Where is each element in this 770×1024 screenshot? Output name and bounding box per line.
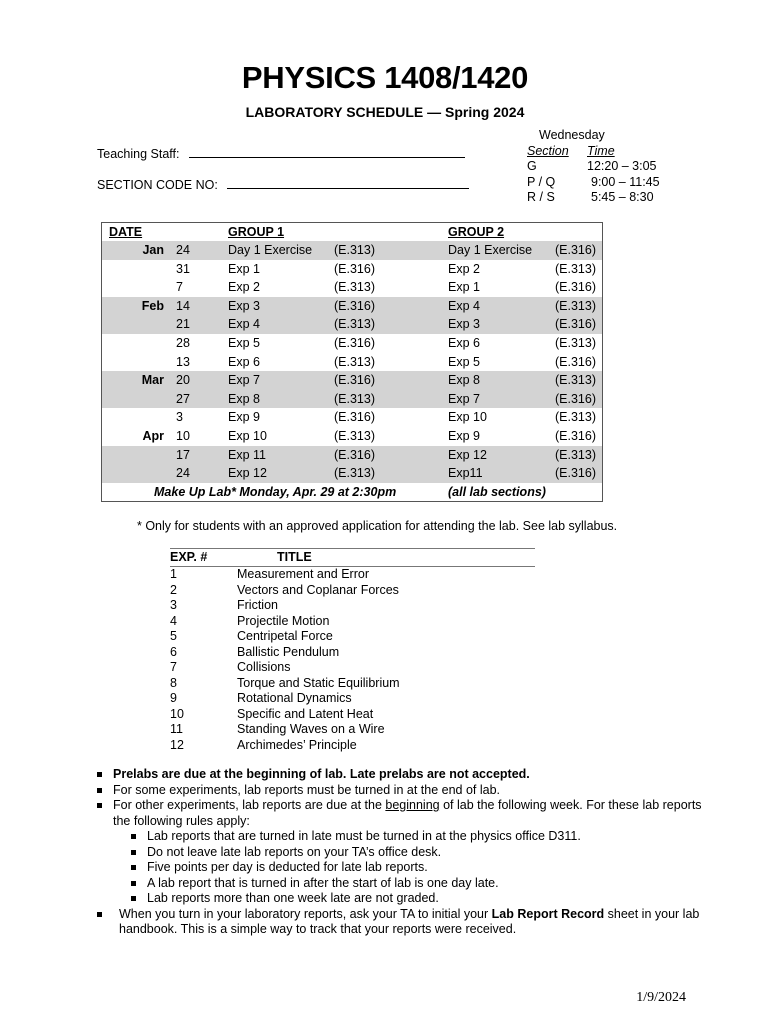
group1-room: (E.316)	[334, 373, 375, 388]
schedule-row	[102, 278, 602, 297]
experiment-title: Rotational Dynamics	[237, 691, 352, 705]
times-day: Wednesday	[539, 128, 605, 142]
experiment-title: Measurement and Error	[237, 567, 370, 581]
page-title: PHYSICS 1408/1420	[241, 60, 529, 95]
group2-experiment: Exp 7	[448, 391, 480, 406]
times-row	[527, 190, 671, 206]
experiment-number: 3	[170, 598, 177, 612]
group2-experiment: Exp 2	[448, 261, 480, 276]
group2-experiment: Exp 12	[448, 447, 487, 462]
group2-header: GROUP 2	[448, 225, 505, 239]
schedule-month: Mar	[141, 373, 164, 388]
schedule-row	[102, 315, 602, 334]
rule-prelab: Prelabs are due at the beginning of lab. Late prelabs are not accepted.	[97, 767, 707, 783]
times-section: P / Q	[527, 174, 556, 189]
schedule-row	[102, 297, 602, 316]
group1-experiment: Exp 6	[228, 354, 260, 369]
experiment-row	[170, 583, 535, 599]
group1-experiment: Exp 12	[228, 466, 267, 481]
group2-experiment: Exp 8	[448, 373, 480, 388]
rule-end-of-lab: For some experiments, lab reports must be turned in at the end of lab.	[97, 783, 707, 799]
group1-experiment: Exp 2	[228, 280, 260, 295]
schedule-row	[102, 427, 602, 446]
experiment-title: Archimedes’ Principle	[237, 737, 357, 752]
schedule-day: 7	[176, 280, 183, 295]
experiment-number: 11	[170, 722, 183, 736]
experiment-number: 1	[170, 567, 177, 581]
section-code-blank	[227, 176, 469, 189]
experiment-row	[170, 629, 535, 645]
group2-room: (E.316)	[555, 354, 596, 369]
group1-room: (E.313)	[334, 317, 375, 332]
group1-experiment: Exp 9	[228, 410, 260, 425]
schedule-day: 17	[176, 447, 190, 462]
group1-room: (E.313)	[334, 354, 375, 369]
group2-room: (E.316)	[555, 391, 596, 406]
group2-experiment: Exp 9	[448, 429, 480, 443]
group2-room: (E.316)	[555, 243, 596, 257]
experiment-title: Centripetal Force	[237, 629, 333, 643]
makeup-sections: (all lab sections)	[448, 485, 546, 499]
group2-experiment: Exp 4	[448, 298, 480, 313]
group1-header: GROUP 1	[228, 225, 285, 239]
rule-sub-item: A lab report that is turned in after the start of lab is one day late.	[97, 876, 707, 892]
experiment-title: Collisions	[237, 660, 291, 674]
group2-room: (E.313)	[555, 447, 596, 462]
schedule-day: 14	[176, 298, 190, 313]
group2-experiment: Day 1 Exercise	[448, 243, 533, 257]
page-subtitle: LABORATORY SCHEDULE — Spring 2024	[245, 104, 525, 120]
group1-experiment: Exp 10	[228, 429, 267, 443]
group1-room: (E.313)	[334, 391, 375, 406]
schedule-day: 21	[176, 317, 190, 332]
times-time-header: Time	[587, 143, 615, 158]
schedule-row	[102, 241, 602, 260]
rule-record-bold: Lab Report Record	[491, 906, 605, 921]
group1-experiment: Exp 3	[228, 298, 260, 313]
group1-experiment: Exp 8	[228, 391, 260, 406]
group2-room: (E.313)	[555, 410, 596, 425]
times-time: 12:20 – 3:05	[587, 159, 657, 173]
section-times	[527, 128, 671, 206]
rule-sub-item: Five points per day is deducted for late lab reports.	[97, 860, 707, 876]
footer-date: 1/9/2024	[636, 990, 686, 1005]
experiment-row	[170, 707, 535, 723]
experiment-title: Torque and Static Equilibrium	[237, 675, 400, 690]
experiment-title: Vectors and Coplanar Forces	[237, 582, 399, 597]
approval-note: * Only for students with an approved application for attending the lab. See lab syllabus.	[137, 519, 618, 533]
schedule-row	[102, 260, 602, 279]
schedule-month: Feb	[141, 298, 164, 313]
group1-room: (E.316)	[334, 261, 375, 276]
group2-room: (E.313)	[555, 336, 596, 350]
experiment-title: Friction	[237, 598, 278, 612]
schedule-row	[102, 371, 602, 390]
times-section: G	[527, 159, 537, 173]
date-header: DATE	[109, 225, 143, 239]
experiment-title: Specific and Latent Heat	[237, 706, 374, 721]
experiment-list	[170, 548, 535, 753]
group2-experiment: Exp 10	[448, 410, 487, 425]
experiment-number: 10	[170, 706, 184, 721]
schedule-day: 24	[176, 243, 190, 257]
group2-room: (E.313)	[555, 373, 596, 388]
schedule-row	[102, 390, 602, 409]
exp-title-header: TITLE	[277, 550, 312, 564]
experiment-row	[170, 598, 535, 614]
experiment-row	[170, 567, 535, 583]
group2-experiment: Exp 6	[448, 336, 480, 350]
experiment-row	[170, 614, 535, 630]
group1-room: (E.313)	[334, 243, 375, 257]
section-code-label: SECTION CODE NO:	[97, 178, 218, 192]
times-row	[527, 159, 671, 175]
group1-room: (E.313)	[334, 429, 375, 443]
schedule-day: 10	[176, 429, 190, 443]
rule-sub-item: Lab reports more than one week late are not graded.	[97, 891, 707, 907]
experiment-row	[170, 676, 535, 692]
rule-sub-item: Do not leave late lab reports on your TA’s office desk.	[97, 845, 707, 861]
group2-room: (E.316)	[555, 429, 596, 443]
rule-other-post: of lab the following week. For these lab reports the following rules apply:	[113, 798, 702, 828]
group1-room: (E.316)	[334, 447, 375, 462]
times-row	[527, 175, 671, 191]
group1-room: (E.316)	[334, 410, 375, 425]
group1-room: (E.316)	[334, 298, 375, 313]
schedule-day: 28	[176, 336, 190, 350]
times-time: 5:45 – 8:30	[591, 190, 654, 204]
experiment-row	[170, 691, 535, 707]
group1-experiment: Exp 11	[228, 447, 266, 462]
schedule-month: Jan	[142, 243, 164, 257]
group2-experiment: Exp 5	[448, 354, 480, 369]
rule-other-experiments	[97, 798, 707, 829]
experiment-row	[170, 738, 535, 754]
rule-record-post: sheet in your lab handbook. This is a simple way to track that your reports were received.	[119, 906, 700, 936]
experiment-title: Ballistic Pendulum	[237, 644, 340, 659]
teaching-staff-blank	[189, 145, 465, 158]
exp-num-header: EXP. #	[170, 550, 208, 564]
group1-room: (E.316)	[334, 336, 375, 350]
schedule-row	[102, 464, 602, 483]
times-section: R / S	[527, 190, 555, 204]
group2-room: (E.313)	[555, 298, 596, 313]
schedule-day: 20	[176, 373, 190, 388]
schedule-day: 24	[176, 466, 190, 481]
makeup-text: Make Up Lab* Monday, Apr. 29 at 2:30pm	[154, 485, 397, 499]
schedule-table	[101, 222, 603, 502]
rule-other-underline: beginning	[385, 798, 440, 812]
group2-experiment: Exp 1	[448, 280, 480, 295]
experiment-number: 12	[170, 737, 184, 752]
schedule-day: 13	[176, 354, 190, 369]
experiment-number: 9	[170, 691, 177, 705]
group1-room: (E.313)	[334, 466, 375, 481]
group1-room: (E.313)	[334, 280, 375, 295]
makeup-row	[102, 484, 602, 502]
teaching-staff-label: Teaching Staff:	[97, 147, 180, 161]
schedule-header	[102, 223, 602, 241]
experiment-number: 6	[170, 644, 177, 659]
schedule-row	[102, 446, 602, 465]
experiment-number: 7	[170, 660, 177, 674]
rule-record-pre: When you turn in your laboratory reports, ask your TA to initial your	[119, 906, 492, 921]
experiment-list-header	[170, 548, 535, 567]
experiment-row	[170, 645, 535, 661]
times-header	[527, 144, 671, 160]
schedule-row	[102, 353, 602, 372]
section-code-line	[97, 176, 469, 192]
group1-experiment: Exp 1	[228, 261, 260, 276]
experiment-number: 8	[170, 675, 177, 690]
experiment-number: 5	[170, 629, 177, 643]
schedule-row	[102, 334, 602, 353]
group2-room: (E.313)	[555, 261, 596, 276]
schedule-month: Apr	[142, 429, 164, 443]
rule-other-pre: For other experiments, lab reports are due at the	[113, 798, 386, 812]
experiment-title: Projectile Motion	[237, 613, 330, 628]
group2-experiment: Exp 3	[448, 317, 480, 332]
rules-list	[97, 767, 707, 938]
schedule-day: 31	[176, 261, 190, 276]
group1-experiment: Exp 7	[228, 373, 260, 388]
experiment-number: 2	[170, 582, 177, 597]
experiment-row	[170, 660, 535, 676]
experiment-title: Standing Waves on a Wire	[237, 722, 385, 736]
group2-experiment: Exp11	[448, 466, 483, 481]
times-time: 9:00 – 11:45	[591, 174, 660, 189]
group2-room: (E.316)	[555, 466, 596, 481]
times-section-header: Section	[527, 143, 569, 158]
rule-sub-item: Lab reports that are turned in late must be turned in at the physics office D311.	[97, 829, 707, 845]
experiment-number: 4	[170, 613, 177, 628]
rule-lab-report-record	[97, 907, 707, 938]
schedule-row	[102, 408, 602, 427]
group1-experiment: Day 1 Exercise	[228, 243, 313, 257]
group1-experiment: Exp 5	[228, 336, 260, 350]
teaching-staff-line	[97, 145, 465, 161]
schedule-day: 3	[176, 410, 183, 425]
group1-experiment: Exp 4	[228, 317, 260, 332]
group2-room: (E.316)	[555, 280, 596, 295]
experiment-row	[170, 722, 535, 738]
schedule-day: 27	[176, 391, 190, 406]
group2-room: (E.316)	[555, 317, 596, 332]
